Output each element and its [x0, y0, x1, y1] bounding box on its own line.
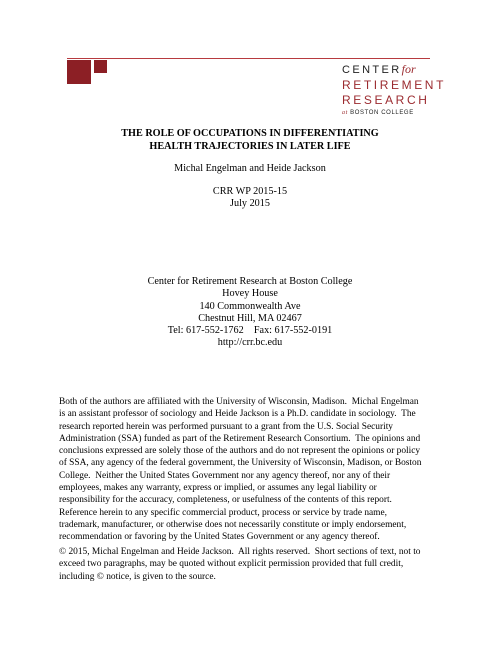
copyright-paragraph [59, 546, 442, 583]
logo-word-boston-college: BOSTON COLLEGE [350, 110, 414, 116]
crr-logo [342, 62, 446, 117]
paper-title [0, 127, 500, 153]
address-block [0, 276, 500, 350]
logo-line-center [342, 62, 437, 78]
disclaimer-line: conclusions expressed are solely those of the authors and do not represent the opinions or policy [59, 446, 421, 457]
working-paper-number: CRR WP 2015-15 [212, 186, 288, 197]
title-line: THE ROLE OF OCCUPATIONS IN DIFFERENTIATING [121, 128, 379, 139]
logo-square-small [94, 60, 107, 73]
logo-line-retirement: RETIREMENT [342, 78, 446, 92]
working-paper-date: July 2015 [230, 198, 270, 209]
logo-line-boston-college [342, 109, 437, 117]
disclaimer-line: is an assistant professor of sociology and Heide Jackson is a Ph.D. candidate in sociology. The [59, 409, 416, 420]
address-url[interactable]: http://crr.bc.edu [217, 337, 283, 349]
address-line: Center for Retirement Research at Boston College [147, 276, 353, 287]
disclaimer-line: responsibility for the accuracy, completeness, or usefulness of the contents of this report. [59, 495, 392, 506]
disclaimer-line: Reference herein to any specific commercial product, process or service by trade name, [59, 507, 387, 518]
authors: Michal Engelman and Heide Jackson [174, 163, 326, 174]
logo-square-large [67, 60, 91, 84]
disclaimer-line: employees, makes any warranty, express or implied, or assumes any legal liability or [59, 483, 377, 494]
logo-word-center: CENTER [342, 64, 402, 76]
copyright-line: © 2015, Michal Engelman and Heide Jackson. All rights reserved. Short sections of text, not to [59, 547, 421, 557]
disclaimer-line: research reported herein was performed pursuant to a grant from the U.S. Social Security [59, 421, 393, 432]
disclaimer-line: Administration (SSA) funded as part of the Retirement Research Consortium. The opinions and [59, 433, 421, 444]
working-paper-info [0, 186, 500, 210]
logo-word-for: for [401, 62, 416, 76]
address-line: Tel: 617-552-1762 Fax: 617-552-0191 [167, 325, 333, 337]
copyright-line: including © notice, is given to the source. [59, 571, 216, 582]
address-line: Chestnut Hill, MA 02467 [198, 312, 302, 324]
disclaimer-paragraph [59, 396, 442, 544]
header-rule [67, 58, 430, 59]
title-line: HEALTH TRAJECTORIES IN LATER LIFE [149, 141, 351, 152]
disclaimer-line: trademark, manufacturer, or otherwise does not necessarily constitute or imply endorsement, [59, 519, 407, 530]
address-line: Hovey House [222, 288, 278, 300]
disclaimer-line: College. Neither the United States Government nor any agency thereof, nor any of their [59, 470, 391, 481]
disclaimer-line: Both of the authors are affiliated with the University of Wisconsin, Madison. Michal Engelman [59, 397, 419, 407]
disclaimer-line: recommendation or favoring by the United States Government or any agency thereof. [59, 532, 380, 543]
logo-word-at: at [342, 110, 348, 116]
logo-line-research: RESEARCH [342, 93, 430, 107]
copyright-line: exceed two paragraphs, may be quoted without explicit permission provided that full credit, [59, 559, 404, 570]
address-line: 140 Commonwealth Ave [199, 300, 301, 312]
disclaimer-line: of SSA, any agency of the federal government, the University of Wisconsin, Madison, or Boston [59, 458, 422, 469]
